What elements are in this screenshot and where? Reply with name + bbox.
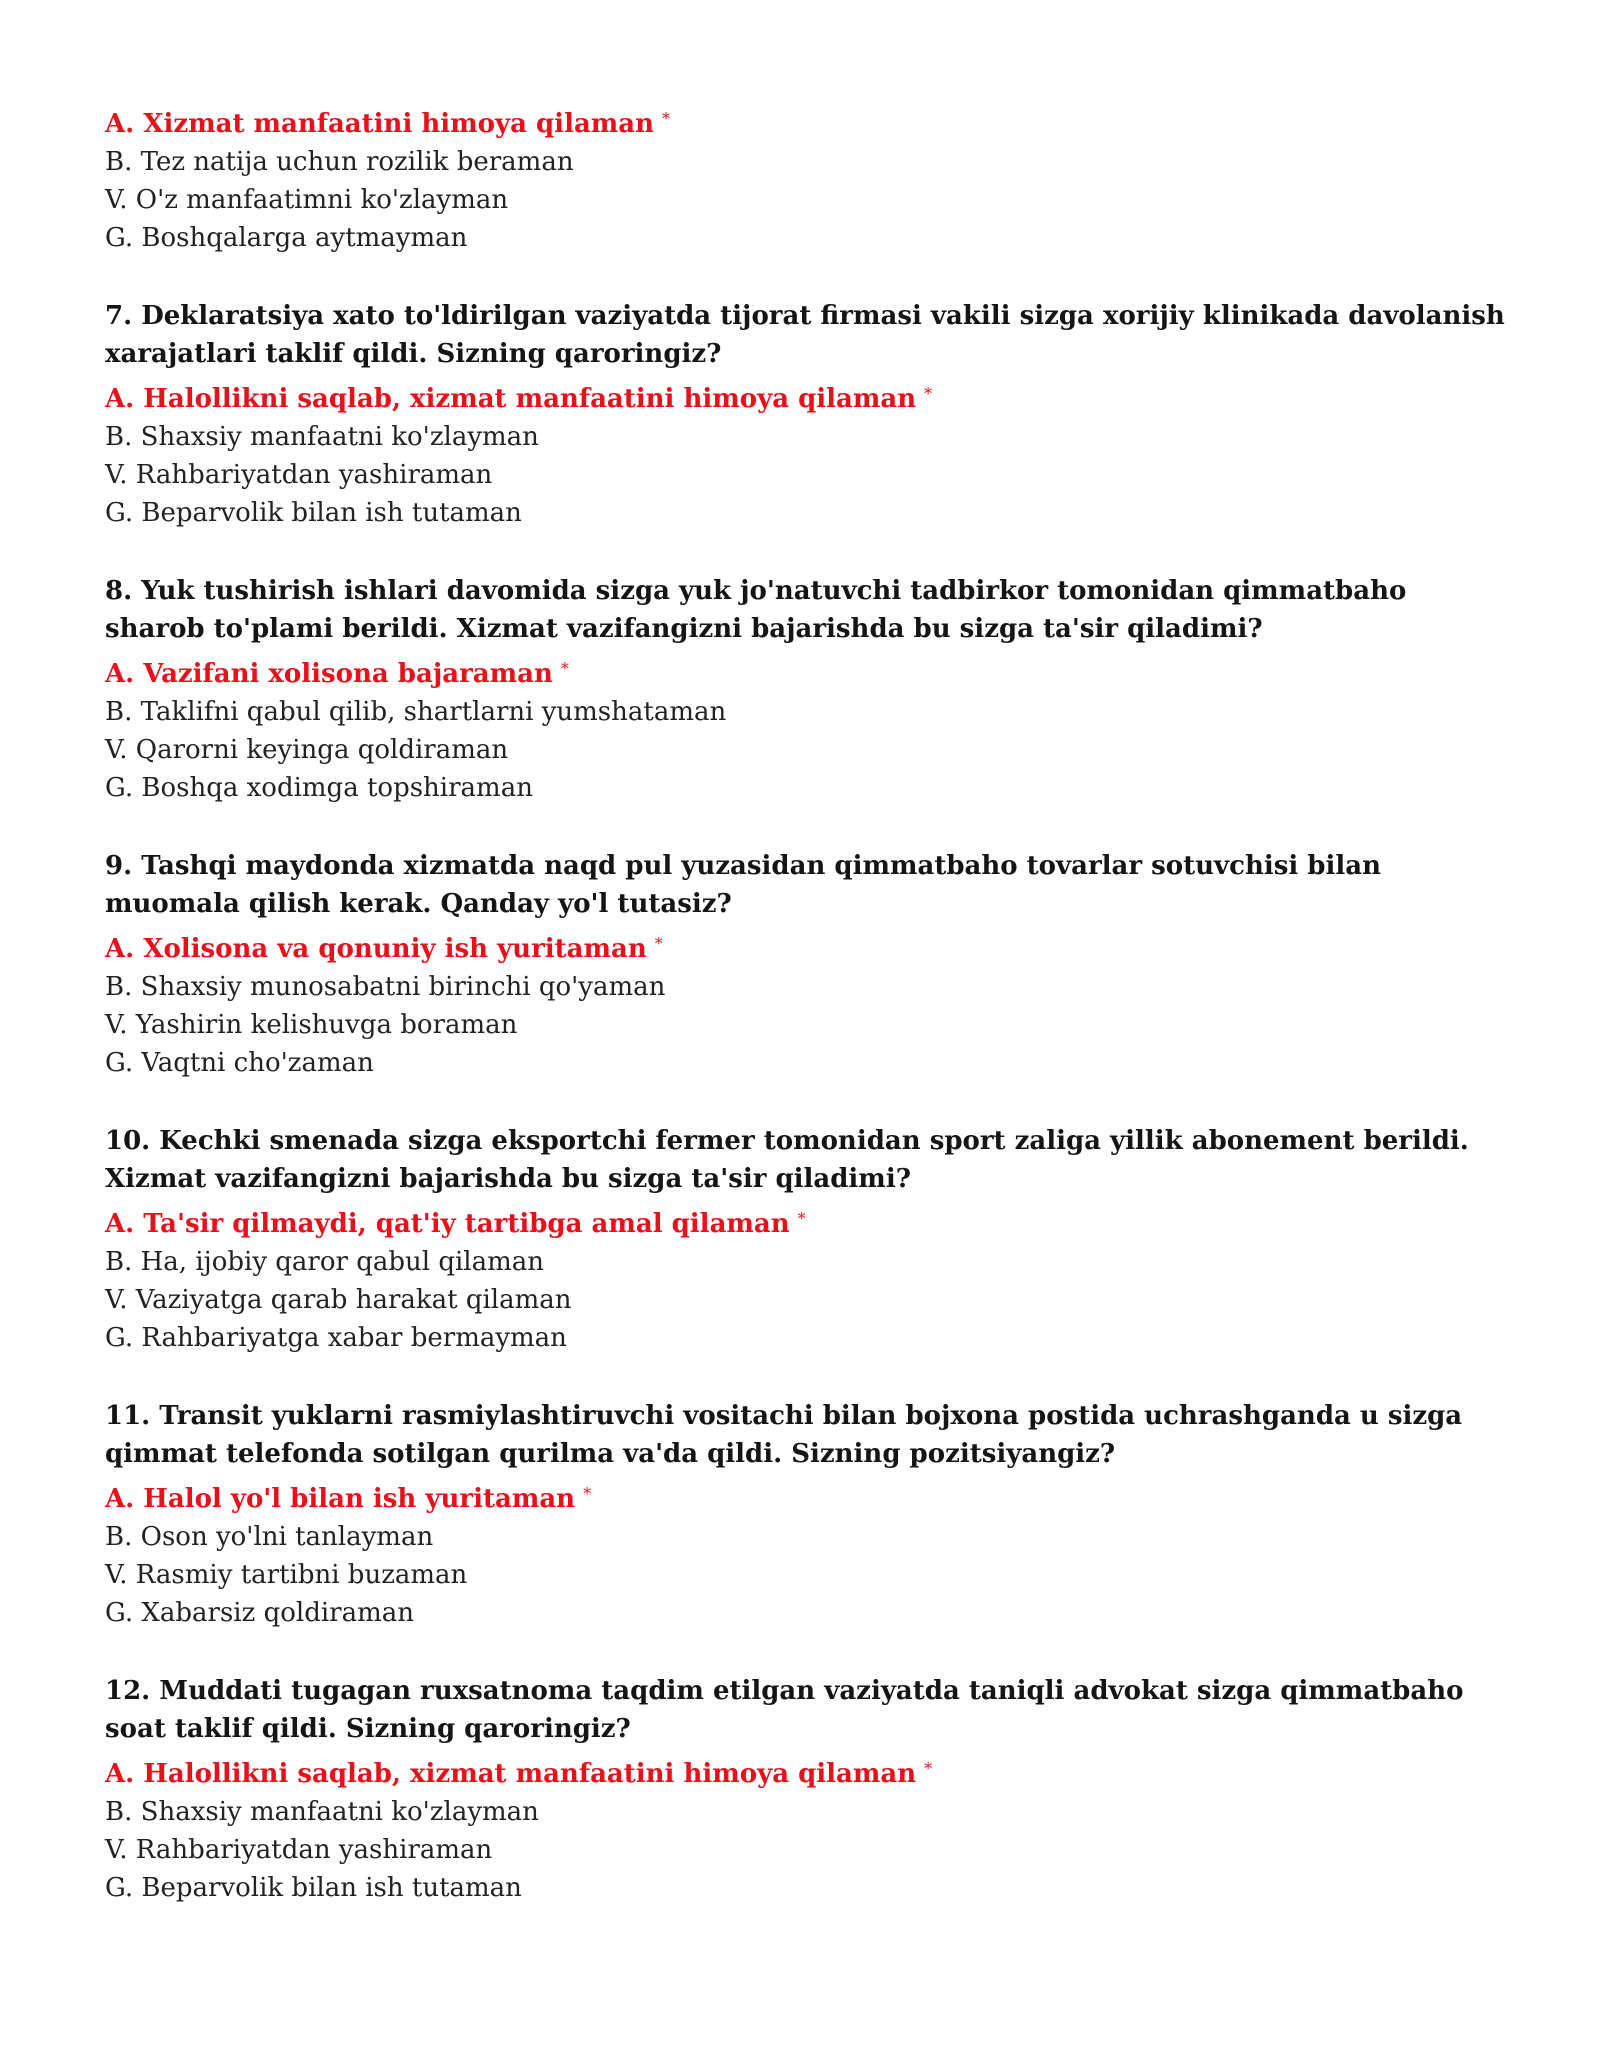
question-text: 7. Deklaratsiya xato to'ldirilgan vaziyatda tijorat firmasi vakili sizga xorijiy klinikada davolanish xarajatlari taklif qildi. Sizning qaroringiz? <box>105 301 1505 369</box>
option-v: V. Rasmiy tartibni buzaman <box>105 1560 468 1590</box>
correct-marker: * <box>560 659 569 678</box>
question-text: 8. Yuk tushirish ishlari davomida sizga yuk jo'natuvchi tadbirkor tomonidan qimmatbaho sharob to'plami berildi. Xizmat vazifangizni bajarishda bu sizga ta'sir qiladimi? <box>105 576 1407 644</box>
option-v: V. Vaziyatga qarab harakat qilaman <box>105 1285 572 1315</box>
answer-text: A. Halollikni saqlab, xizmat manfaatini himoya qilaman <box>105 1759 917 1789</box>
answer-text: A. Vazifani xolisona bajaraman <box>105 659 553 689</box>
question-11 <box>105 1397 1505 1632</box>
option-g: G. Boshqa xodimga topshiraman <box>105 773 533 803</box>
option-b: B. Taklifni qabul qilib, shartlarni yumshataman <box>105 697 727 727</box>
question-7 <box>105 297 1505 532</box>
correct-marker: * <box>924 1759 933 1778</box>
question-text: 12. Muddati tugagan ruxsatnoma taqdim etilgan vaziyatda taniqli advokat sizga qimmatbaho soat taklif qildi. Sizning qaroringiz? <box>105 1676 1464 1744</box>
correct-marker: * <box>924 384 933 403</box>
option-b: B. Ha, ijobiy qaror qabul qilaman <box>105 1247 544 1277</box>
option-v: V. O'z manfaatimni ko'zlayman <box>105 185 509 215</box>
question-8 <box>105 572 1505 807</box>
correct-answer <box>105 375 1505 418</box>
correct-marker: * <box>654 934 663 953</box>
correct-answer <box>105 1750 1505 1793</box>
correct-answer <box>105 925 1505 968</box>
option-g: G. Beparvolik bilan ish tutaman <box>105 1873 522 1903</box>
question-text: 9. Tashqi maydonda xizmatda naqd pul yuzasidan qimmatbaho tovarlar sotuvchisi bilan muomala qilish kerak. Qanday yo'l tutasiz? <box>105 851 1381 919</box>
answer-text: A. Xolisona va qonuniy ish yuritaman <box>105 934 647 964</box>
correct-marker: * <box>583 1484 592 1503</box>
answer-text: A. Halol yo'l bilan ish yuritaman <box>105 1484 576 1514</box>
question-10 <box>105 1122 1505 1357</box>
answer-text: A. Xizmat manfaatini himoya qilaman <box>105 109 655 139</box>
option-g: G. Boshqalarga aytmayman <box>105 223 468 253</box>
option-v: V. Qarorni keyinga qoldiraman <box>105 735 509 765</box>
option-v: V. Yashirin kelishuvga boraman <box>105 1010 518 1040</box>
option-g: G. Rahbariyatga xabar bermayman <box>105 1323 567 1353</box>
question-12 <box>105 1672 1505 1907</box>
option-b: B. Shaxsiy munosabatni birinchi qo'yaman <box>105 972 666 1002</box>
correct-marker: * <box>662 109 671 128</box>
option-b: B. Tez natija uchun rozilik beraman <box>105 147 574 177</box>
option-g: G. Beparvolik bilan ish tutaman <box>105 498 522 528</box>
answer-text: A. Halollikni saqlab, xizmat manfaatini himoya qilaman <box>105 384 917 414</box>
answer-text: A. Ta'sir qilmaydi, qat'iy tartibga amal qilaman <box>105 1209 790 1239</box>
correct-answer <box>105 650 1505 693</box>
document-page <box>105 100 1505 1907</box>
question-9 <box>105 847 1505 1082</box>
question-6-options <box>105 100 1505 257</box>
correct-answer <box>105 100 1505 143</box>
option-b: B. Oson yo'lni tanlayman <box>105 1522 434 1552</box>
option-g: G. Xabarsiz qoldiraman <box>105 1598 414 1628</box>
question-text: 11. Transit yuklarni rasmiylashtiruvchi vositachi bilan bojxona postida uchrashganda u sizga qimmat telefonda sotilgan qurilma va'da qildi. Sizning pozitsiyangiz? <box>105 1401 1463 1469</box>
option-g: G. Vaqtni cho'zaman <box>105 1048 374 1078</box>
option-b: B. Shaxsiy manfaatni ko'zlayman <box>105 422 539 452</box>
correct-answer <box>105 1475 1505 1518</box>
correct-answer <box>105 1200 1505 1243</box>
question-text: 10. Kechki smenada sizga eksportchi fermer tomonidan sport zaliga yillik abonement berildi. Xizmat vazifangizni bajarishda bu sizga ta'sir qiladimi? <box>105 1126 1469 1194</box>
option-v: V. Rahbariyatdan yashiraman <box>105 1835 493 1865</box>
option-b: B. Shaxsiy manfaatni ko'zlayman <box>105 1797 539 1827</box>
option-v: V. Rahbariyatdan yashiraman <box>105 460 493 490</box>
correct-marker: * <box>797 1209 806 1228</box>
